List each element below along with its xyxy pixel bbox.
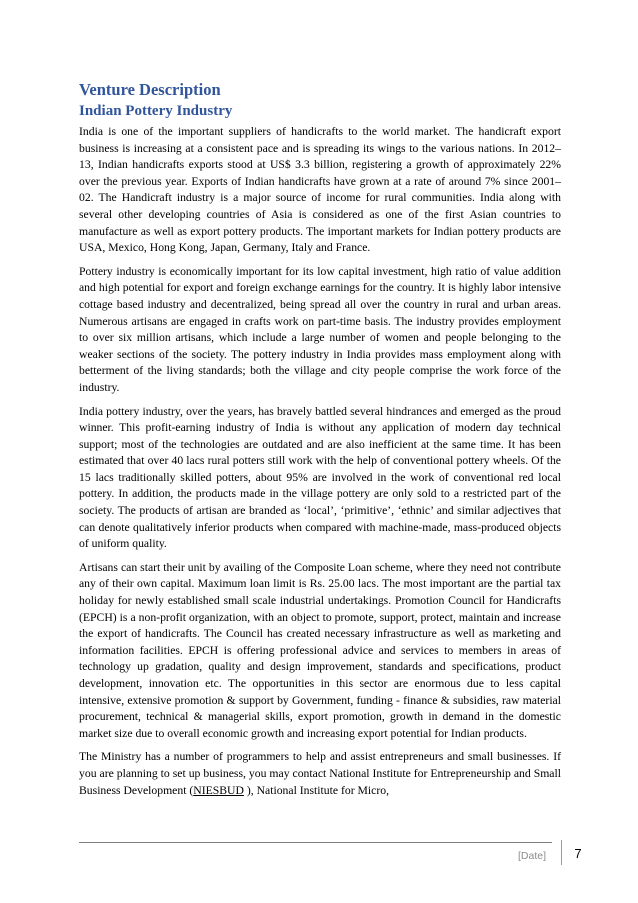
ministry-text-start: The Ministry has a number of programmers to help and assist entrepreneurs and small businesses. If you are planning to set up business, you may contact National Institute for Entrepreneurship and Small Business Development ( [79,750,561,797]
paragraph-ministry [79,749,561,799]
paragraph-support: Artisans can start their unit by availing of the Composite Loan scheme, where they need not contribute any of their own capital. Maximum loan limit is Rs. 25.00 lacs. The most important are the partial tax holiday for newly established small scale industrial undertakings. Promotion Council for Handicrafts (EPCH) is a non-profit organization, with an object to promote, support, protect, maintain and increase the export of handicrafts. The Council has created necessary infrastructure as well as marketing and information facilities. EPCH is offering professional advice and services to members in areas of technology up gradation, quality and design improvement, standards and specifications, product development, innovation etc. The opportunities in this sector are enormous due to less capital intensive, extensive promotion & support by Government, funding - finance & subsidies, raw material procurement, technical & managerial skills, export promotion, growth in demand in the domestic market size due to overall economic growth and increasing export potential for Indian products. [79,560,561,740]
page-number: 7 [574,846,582,861]
paragraph-exports: India is one of the important suppliers of handicrafts to the world market. The handicraft export business is increasing at a consistent pace and is spreading its wings to the various nations. In 2012–13, Indian handicrafts exports stood at US$ 3.3 billion, registering a growth of approximately 22% over the previous year. Exports of Indian handicrafts have grown at a rate of around 7% since 2001–02. The Handicraft industry is a major source of income for rural communities. India along with several other developing countries of Asia is considered as one of the first Asian countries to manufacture as well as export pottery products. The important markets for Indian pottery products are USA, Mexico, Hong Kong, Japan, Germany, Italy and France. [79,125,561,255]
page-number-divider [561,840,562,865]
footer-divider [79,842,552,843]
section-title: Venture Description [79,80,221,99]
paragraph-challenges: India pottery industry, over the years, has bravely battled several hindrances and emerged as the proud winner. This profit-earning industry of India is without any application of modern day technical support; most of the technologies are outdated and are also inefficient at the same time. It has been estimated that over 40 lacs rural potters still work with the help of conventional pottery wheels. Of the 15 lacs traditionally skilled potters, about 95% are involved in the work of conventional red local pottery. In addition, the products made in the village pottery are only sold to a restricted part of the society. The products of artisan are branded as ‘local’, ‘primitive’, ‘ethnic’ and similar adjectives that can denote qualitatively inferior products when compared with machine-made, mass-produced objects of uniform quality. [79,404,561,551]
footer-date: [Date] [518,850,547,862]
niesbud-link[interactable]: NIESBUD [193,783,244,797]
section-subtitle: Indian Pottery Industry [79,103,233,119]
paragraph-economics: Pottery industry is economically important for its low capital investment, high ratio of value addition and high potential for export and foreign exchange earnings for the country. It is highly labor intensive cottage based industry and decentralized, being spread all over the country in rural and urban areas. Numerous artisans are engaged in crafts work on part-time basis. The industry provides employment to over six million artisans, which include a large number of women and people belonging to the weaker sections of the society. The pottery industry in India provides mass employment along with betterment of the living standards; both the village and city people comprise the work force of the industry. [79,264,561,394]
ministry-text-end: ), National Institute for Micro, [243,783,390,797]
body-text [79,124,561,799]
